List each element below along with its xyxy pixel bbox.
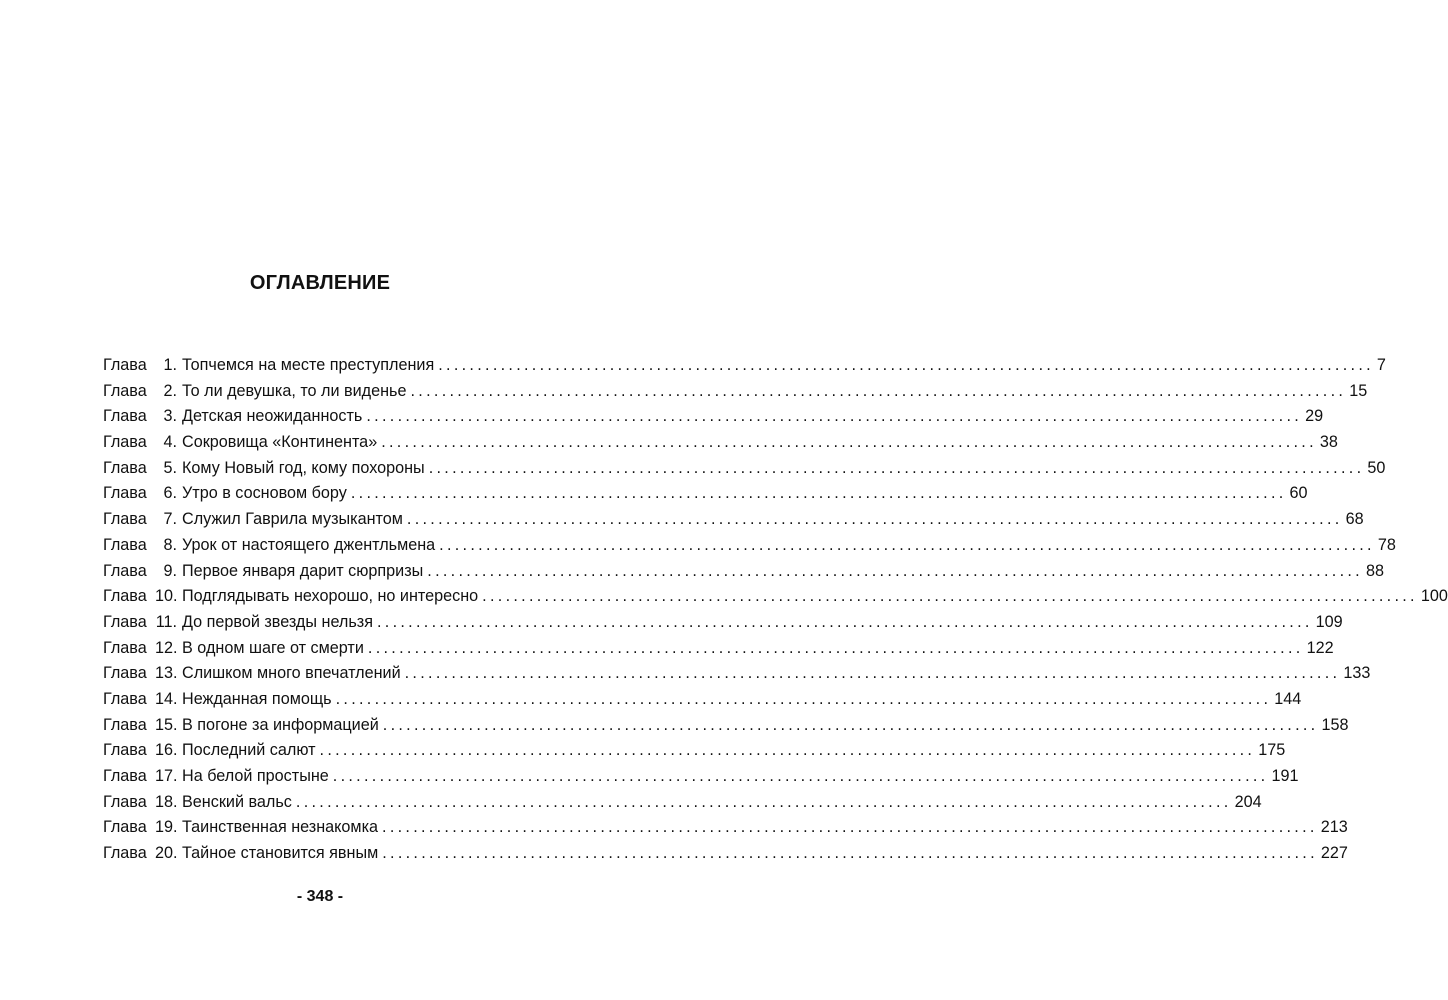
- chapter-page: 122: [1306, 638, 1334, 657]
- chapter-number: 1.: [163, 356, 177, 374]
- dot-leader: ........................................................................................................................: [319, 741, 1256, 760]
- chapter-number: 8.: [163, 535, 177, 554]
- chapter-page: 88: [1365, 561, 1384, 580]
- dot-leader: ........................................................................................................................: [482, 587, 1418, 606]
- chapter-word: Глава: [103, 458, 147, 477]
- dot-leader: ........................................................................................................................: [335, 689, 1272, 708]
- chapter-number: 4.: [163, 433, 177, 452]
- chapter-word: Глава: [103, 844, 147, 863]
- chapter-title: То ли девушка, то ли виденье: [182, 381, 407, 400]
- toc-entry: [103, 587, 1448, 613]
- dot-leader: ........................................................................................................................: [427, 561, 1363, 580]
- chapter-page: 133: [1343, 664, 1371, 683]
- page-number: - 348 -: [296, 888, 344, 905]
- chapter-page: 144: [1274, 689, 1302, 708]
- chapter-number: 13.: [155, 664, 178, 683]
- dot-leader: ........................................................................................................................: [404, 664, 1341, 683]
- chapter-page: 213: [1320, 818, 1348, 837]
- chapter-word: Глава: [103, 715, 147, 734]
- chapter-title: Венский вальс: [182, 792, 292, 811]
- dot-leader: ........................................................................................................................: [410, 381, 1347, 400]
- toc-entry: [103, 484, 1308, 510]
- dot-leader: ........................................................................................................................: [381, 433, 1317, 452]
- toc-entry: [103, 767, 1299, 793]
- chapter-title: Слишком много впечатлений: [182, 664, 401, 683]
- toc-entry: [103, 715, 1349, 742]
- chapter-title: Первое января дарит сюрпризы: [182, 561, 424, 580]
- chapter-number: 5.: [163, 458, 177, 477]
- dot-leader: ........................................................................................................................: [376, 612, 1313, 631]
- toc-entry: [103, 510, 1364, 536]
- chapter-number: 7.: [163, 510, 177, 529]
- chapter-page: 7: [1376, 356, 1386, 374]
- dot-leader: ........................................................................................................................: [438, 356, 1374, 374]
- dot-leader: ........................................................................................................................: [406, 510, 1343, 529]
- chapter-title: Детская неожиданность: [182, 407, 363, 426]
- dot-leader: ........................................................................................................................: [367, 638, 1304, 657]
- toc-entry: [103, 638, 1334, 665]
- chapter-page: 158: [1321, 715, 1349, 734]
- toc-entry: [103, 356, 1386, 382]
- chapter-page: 227: [1320, 844, 1348, 863]
- chapter-title: Подглядывать нехорошо, но интересно: [182, 587, 479, 606]
- chapter-page: 100: [1420, 587, 1448, 606]
- toc-entry: [103, 792, 1262, 819]
- chapter-page: 191: [1271, 767, 1299, 785]
- toc-entry: [103, 612, 1343, 639]
- chapter-title: Урок от настоящего джентльмена: [182, 535, 436, 554]
- dot-leader: ........................................................................................................................: [366, 407, 1303, 426]
- chapter-title: В погоне за информацией: [182, 715, 379, 734]
- chapter-page: 50: [1367, 458, 1386, 477]
- chapter-number: 18.: [155, 792, 178, 811]
- toc-entry: [103, 458, 1386, 485]
- chapter-number: 2.: [163, 381, 177, 400]
- dot-leader: ........................................................................................................................: [350, 484, 1287, 503]
- chapter-title: До первой звезды нельзя: [182, 612, 373, 631]
- chapter-word: Глава: [103, 767, 147, 785]
- chapter-title: Последний салют: [182, 741, 316, 760]
- chapter-title: На белой простыне: [182, 767, 329, 785]
- chapter-number: 6.: [163, 484, 177, 503]
- dot-leader: ........................................................................................................................: [428, 458, 1365, 477]
- chapter-word: Глава: [103, 356, 147, 374]
- chapter-number: 16.: [155, 741, 178, 760]
- chapter-page: 60: [1289, 484, 1308, 503]
- toc-entry: [103, 689, 1302, 716]
- chapter-title: Нежданная помощь: [182, 689, 332, 708]
- dot-leader: ........................................................................................................................: [332, 767, 1269, 785]
- dot-leader: ........................................................................................................................: [382, 715, 1319, 734]
- chapter-number: 12.: [155, 638, 178, 657]
- chapter-number: 9.: [163, 561, 177, 580]
- chapter-number: 20.: [155, 844, 178, 863]
- dot-leader: ........................................................................................................................: [382, 818, 1318, 837]
- toc-entry: [103, 433, 1338, 459]
- dot-leader: ........................................................................................................................: [295, 792, 1232, 811]
- chapter-word: Глава: [103, 484, 147, 503]
- chapter-page: 29: [1305, 407, 1324, 426]
- toc-entry: [103, 407, 1324, 433]
- chapter-word: Глава: [103, 510, 147, 529]
- chapter-number: 10.: [155, 587, 178, 606]
- table-of-contents: [103, 356, 1448, 870]
- chapter-word: Глава: [103, 587, 147, 606]
- chapter-page: 109: [1315, 612, 1343, 631]
- chapter-number: 14.: [155, 689, 178, 708]
- toc-entry: [103, 535, 1396, 562]
- chapter-number: 11.: [155, 612, 177, 631]
- chapter-word: Глава: [103, 818, 147, 837]
- toc-entry: [103, 818, 1348, 844]
- chapter-word: Глава: [103, 612, 147, 631]
- chapter-word: Глава: [103, 535, 147, 554]
- chapter-number: 3.: [163, 407, 177, 426]
- chapter-page: 78: [1377, 535, 1396, 554]
- chapter-word: Глава: [103, 638, 147, 657]
- chapter-word: Глава: [103, 689, 147, 708]
- chapter-word: Глава: [103, 561, 147, 580]
- chapter-title: Тайное становится явным: [182, 844, 379, 863]
- dot-leader: ........................................................................................................................: [382, 844, 1318, 863]
- chapter-number: 17.: [155, 767, 178, 785]
- toc-entry: [103, 844, 1348, 870]
- chapter-word: Глава: [103, 407, 147, 426]
- chapter-page: 38: [1319, 433, 1338, 452]
- dot-leader: ........................................................................................................................: [439, 535, 1375, 554]
- toc-entry: [103, 561, 1384, 588]
- chapter-word: Глава: [103, 381, 147, 400]
- chapter-word: Глава: [103, 792, 147, 811]
- chapter-word: Глава: [103, 433, 147, 452]
- toc-entry: [103, 381, 1368, 408]
- chapter-number: 15.: [155, 715, 178, 734]
- chapter-word: Глава: [103, 664, 147, 683]
- chapter-title: В одном шаге от смерти: [182, 638, 364, 657]
- chapter-word: Глава: [103, 741, 147, 760]
- chapter-page: 68: [1345, 510, 1364, 529]
- chapter-title: Таинственная незнакомка: [182, 818, 379, 837]
- chapter-title: Утро в сосновом бору: [182, 484, 347, 503]
- chapter-page: 175: [1258, 741, 1286, 760]
- chapter-page: 204: [1234, 792, 1262, 811]
- toc-entry: [103, 741, 1286, 767]
- toc-entry: [103, 664, 1371, 690]
- chapter-title: Топчемся на месте преступления: [182, 356, 435, 374]
- chapter-page: 15: [1349, 381, 1368, 400]
- toc-heading: ОГЛАВЛЕНИЕ: [249, 272, 391, 294]
- chapter-title: Служил Гаврила музыкантом: [182, 510, 403, 529]
- chapter-title: Кому Новый год, кому похороны: [182, 458, 425, 477]
- chapter-number: 19.: [155, 818, 178, 837]
- chapter-title: Сокровища «Континента»: [182, 433, 378, 452]
